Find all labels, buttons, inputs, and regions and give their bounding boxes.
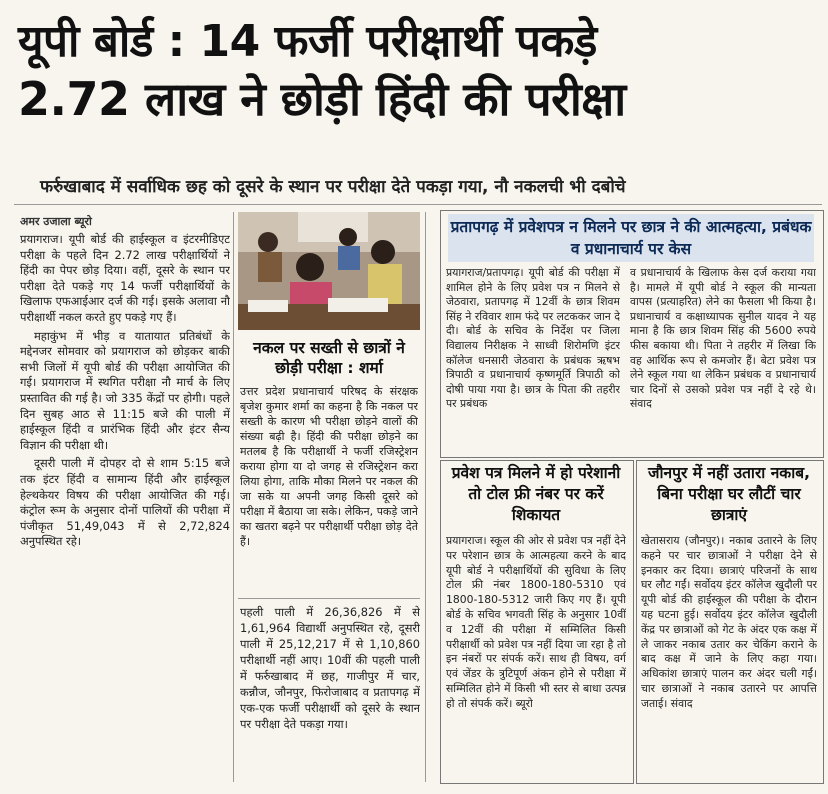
column-divider [233,212,234,782]
helpline-headline: प्रवेश पत्र मिलने में हो परेशानी तो टोल फ्री नंबर पर करें शिकायत [451,464,621,524]
pratapgarh-headline: प्रतापगढ़ में प्रवेशपत्र न मिलने पर छात्र ने की आत्महत्या, प्रबंधक व प्रधानाचार्य पर केस [448,214,814,262]
sidebar-headline: नकल पर सख्ती से छात्रों ने छोड़ी परीक्षा : शर्मा [253,339,405,377]
main-story-column-1 [20,232,230,777]
headline-line-2: 2.72 लाख ने छोड़ी हिंदी की परीक्षा [18,72,626,126]
students-writing-exam-image [238,212,420,330]
headline [18,14,818,128]
main-story-paragraph: महाकुंभ में भीड़ व यातायात प्रतिबंधों के मद्देनजर सोमवार को प्रयागराज को छोड़कर बाकी सभी जिलों में यूपी बोर्ड की परीक्षा आयोजित की गई। प्रयागराज में स्थगित परीक्षा नौ मार्च के लिए प्रस्तावित की गई है। जो 335 केंद्रों पर होगी। पहले दिन सुबह आठ से 11:15 बजे की पाली में हाईस्कूल हिंदी व प्रारंभिक हिंदी और इंटर सैन्य विज्ञान की परीक्षा थी। [20,328,230,452]
sidebar-story-body: उत्तर प्रदेश प्रधानाचार्य परिषद के संरक्षक बृजेश कुमार शर्मा का कहना है कि नकल पर सख्ती के कारण भी परीक्षा छोड़ने वालों की संख्या बढ़ी है। हिंदी की परीक्षा छोड़ने का मतलब है कि परीक्षार्थी ने फर्जी रजिस्ट्रेशन कराया होगा या दो जगह से रजिस्ट्रेशन करा लिया होगा, ताकि मौका मिलने पर नकल की जा सके या अपनी जगह किसी दूसरे को परीक्षा में बैठाया जा सके। लेकिन, पकड़े जाने का खतरा बढ़ने पर परीक्षार्थी परीक्षा छोड़ देते हैं। [240,385,418,548]
divider-top [14,204,822,205]
byline: अमर उजाला ब्यूरो [20,215,92,228]
column-divider [425,212,426,782]
main-story-paragraph: प्रयागराज। यूपी बोर्ड की हाईस्कूल व इंटरमीडिएट परीक्षा के पहले दिन 2.72 लाख परीक्षार्थियों ने हिंदी का पेपर छोड़ दिया। वहीं, दूसरे के स्थान पर परीक्षा देते पकड़े गए 14 फर्जी परीक्षार्थियों के खिलाफ एफआईआर दर्ज की गई। इसके अलावा नौ परीक्षार्थी नकल करते हुए पकड़े गए हैं। [20,232,230,324]
pratapgarh-column-2: व प्रधानाचार्य के खिलाफ केस दर्ज कराया गया है। मामले में यूपी बोर्ड ने स्कूल की मान्यता वापस (प्रत्याहरित) लेने का फैसला भी किया है। प्रधानाचार्य व कक्षाध्यापक सुनील यादव ने यह माना है कि छात्र शिवम सिंह की 5600 रुपये फीस बकाया थी। पिता ने तहरीर में लिखा कि वह आर्थिक रूप से कमजोर हैं। बेटा प्रवेश पत्र लेने स्कूल गया था लेकिन प्रबंधक व प्रधानाचार्य चार दिनों से उसको प्रवेश पत्र नहीं दे रहे थे। संवाद [630,266,816,411]
jaunpur-headline: जौनपुर में नहीं उतारा नकाब, बिना परीक्षा घर लौटीं चार छात्राएं [648,464,810,524]
main-story-paragraph: दूसरी पाली में दोपहर दो से शाम 5:15 बजे तक इंटर हिंदी व सामान्य हिंदी और हाईस्कूल हेल्थकेयर विषय की परीक्षा आयोजित की गई। कंट्रोल रूम के अनुसार दोनों पालियों की परीक्षा में पंजीकृत 51,49,043 में से 2,72,824 अनुपस्थित रहे। [20,456,230,549]
main-story-continued: पहली पाली में 26,36,826 में से 1,61,964 विद्यार्थी अनुपस्थित रहे, दूसरी पाली में 25,12,217 में से 1,10,860 परीक्षार्थी नहीं आए। 10वीं की पहली पाली में फर्रुखाबाद में छह, गाजीपुर में चार, कन्नौज, जौनपुर, फिरोजाबाद व प्रतापगढ़ में एक-एक फर्जी परीक्षार्थी को दूसरे के स्थान पर परीक्षा देते पकड़ा गया। [240,605,420,731]
exam-hall-photo [238,212,420,330]
subheadline: फर्रुखाबाद में सर्वाधिक छह को दूसरे के स्थान पर परीक्षा देते पकड़ा गया, नौ नकलची भी दबोचे [40,177,626,197]
jaunpur-story-body: खेतासराय (जौनपुर)। नकाब उतारने के लिए कहने पर चार छात्राओं ने परीक्षा देने से इनकार कर दिया। छात्राएं परिजनों के साथ घर लौट गईं। सर्वोदय इंटर कॉलेज खुदौली पर यूपी बोर्ड की हाईस्कूल की परीक्षा के दौरान यह घटना हुई। सर्वोदय इंटर कॉलेज खुदौली केंद्र पर छात्राओं को गेट के अंदर एक कक्ष में ले जाकर नकाब उतार कर चेकिंग कराने के बाद कक्ष में जाने के लिए कहा गया। अधिकांश छात्राएं पालन कर अंदर चली गईं। चार छात्राओं ने नकाब उतारने पर आपत्ति जताई। संवाद [641,534,817,710]
sidebar-bottom-divider [238,598,420,599]
helpline-story-body: प्रयागराज। स्कूल की ओर से प्रवेश पत्र नहीं देने पर परेशान छात्र के आत्महत्या करने के बाद यूपी बोर्ड ने परीक्षार्थियों की सुविधा के लिए टोल फ्री नंबर 1800-180-5310 एवं 1800-180-5312 जारी किए गए हैं। यूपी बोर्ड के सचिव भगवती सिंह के अनुसार 10वीं व 12वीं की परीक्षा में सम्मिलित किसी परीक्षार्थी को प्रवेश पत्र नहीं दिया जा रहा है तो इन नंबरों पर संपर्क करें। साथ ही विषय, वर्ग एवं जेंडर के त्रुटिपूर्ण अंकन होने से परीक्षा में सम्मिलित होने में किसी भी स्तर से बाधा उत्पन्न हो तो संपर्क करें। ब्यूरो [446,534,626,710]
headline-line-1: यूपी बोर्ड : 14 फर्जी परीक्षार्थी पकड़े [18,16,597,67]
pratapgarh-column-1: प्रयागराज/प्रतापगढ़। यूपी बोर्ड की परीक्षा में शामिल होने के लिए प्रवेश पत्र न मिलने से जेठवारा, प्रतापगढ़ में 12वीं के छात्र शिवम सिंह ने रविवार शाम फंदे पर लटककर जान दे दी। बोर्ड के सचिव के निर्देश पर जिला विद्यालय निरीक्षक ने साध्वी शिरोमणि इंटर कॉलेज धनसारी जेठवारा के प्रबंधक ऋषभ त्रिपाठी व प्रधानाचार्य कृष्णमूर्ति त्रिपाठी को दोषी पाया गया है। छात्र के पिता की तहरीर पर प्रबंधक [446,266,620,411]
